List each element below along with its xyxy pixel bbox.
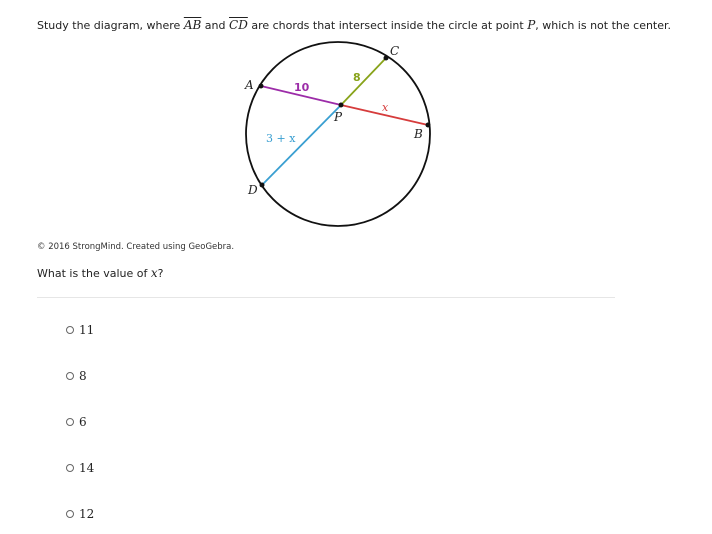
point-c [384,56,389,61]
label-pb-length: x [382,101,389,114]
point-d [260,183,265,188]
radio-button-icon[interactable] [66,372,74,380]
label-ap-length: 10 [294,81,310,94]
point-b [426,123,431,128]
radio-button-icon[interactable] [66,464,74,472]
point-p [339,103,344,108]
prompt-text: What is the value of [37,267,151,280]
segment-cp [341,58,386,105]
label-b: B [414,127,423,141]
chord-ab-label: $\overline{AB}$ [183,18,202,32]
divider [37,297,615,298]
choice-label: 14 [79,461,95,475]
radio-button-icon[interactable] [66,418,74,426]
choice-option-1[interactable] [66,322,94,338]
question-mid-1: and [201,19,230,32]
image-credit: © 2016 StrongMind. Created using GeoGebra. [37,242,235,252]
choice-label: 12 [79,507,95,521]
point-p-label: P [527,18,536,32]
radio-button-icon[interactable] [66,510,74,518]
label-d: D [248,183,258,197]
radio-button-icon[interactable] [66,326,74,334]
choice-option-2[interactable] [66,368,87,384]
label-p: P [334,110,343,124]
question-prompt [37,266,164,280]
label-cp-length: 8 [353,71,361,84]
segment-pd [262,105,341,185]
prompt-end: ? [157,267,164,280]
point-a [259,84,264,89]
label-c: C [390,44,400,58]
label-pd-length: 3 + x [266,132,296,145]
chord-cd-label: $\overline{CD}$ [229,18,248,32]
choice-label: 8 [79,369,87,383]
choice-option-4[interactable] [66,460,94,476]
choice-label: 11 [79,323,95,337]
question-prefix: Study the diagram, where [37,19,184,32]
choice-option-5[interactable] [66,506,94,522]
choice-label: 6 [79,415,87,429]
question-suffix: , which is not the center. [535,19,672,32]
prompt-variable: x [150,266,158,280]
question-mid-2: are chords that intersect inside the circle at point [247,19,528,32]
label-a: A [245,78,254,92]
choice-option-3[interactable] [66,414,87,430]
